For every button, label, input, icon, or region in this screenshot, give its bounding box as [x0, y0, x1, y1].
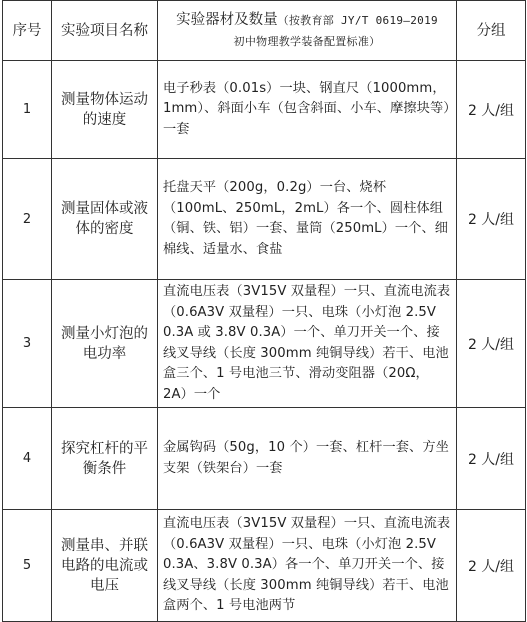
table-row	[3, 159, 526, 280]
row-index: 3	[3, 280, 52, 408]
row-group: 2 人/组	[457, 408, 526, 510]
row-index: 4	[3, 408, 52, 510]
header-group: 分组	[457, 1, 526, 61]
header-equipment-note2: 初中物理教学装备配置标准）	[233, 34, 381, 48]
row-equipment: 电子秒表（0.01s）一块、钢直尺（1000mm，1mm）、斜面小车（包含斜面、小车、摩擦块等）一套	[158, 61, 457, 159]
row-index: 5	[3, 510, 52, 622]
row-project-name: 测量物体运动的速度	[52, 61, 158, 159]
table-row	[3, 510, 526, 622]
table-header-row	[3, 1, 526, 61]
row-project-name: 测量固体或液体的密度	[52, 159, 158, 280]
header-equipment-note: （按教育部 JY/T 0619—2019	[277, 13, 438, 27]
row-project-name: 探究杠杆的平衡条件	[52, 408, 158, 510]
row-group: 2 人/组	[457, 280, 526, 408]
row-project-name: 测量小灯泡的电功率	[52, 280, 158, 408]
row-equipment: 直流电压表（3V15V 双量程）一只、直流电流表（0.6A3V 双量程）一只、电珠（小灯泡 2.5V 0.3A、3.8V 0.3A）各一个、单刀开关一个、接线叉导线（长度 300mm 纯铜导线）若干、电池盒两个、1 号电池两节	[158, 510, 457, 622]
row-equipment: 直流电压表（3V15V 双量程）一只、直流电流表（0.6A3V 双量程）一只、电珠（小灯泡 2.5V 0.3A 或 3.8V 0.3A）一个、单刀开关一个、接线叉导线（长度 300mm 纯铜导线）若干、电池盒三个、1 号电池三节、滑动变阻器（20Ω，2A）一个	[158, 280, 457, 408]
header-index: 序号	[3, 1, 52, 61]
experiment-table	[2, 0, 526, 622]
table-row	[3, 61, 526, 159]
row-equipment: 托盘天平（200g，0.2g）一台、烧杯（100mL、250mL，2mL）各一个、圆柱体组（铜、铁、铝）一套、量筒（250mL）一个、细棉线、适量水、食盐	[158, 159, 457, 280]
table-row	[3, 280, 526, 408]
table-row	[3, 408, 526, 510]
row-equipment: 金属钩码（50g，10 个）一套、杠杆一套、方坐支架（铁架台）一套	[158, 408, 457, 510]
row-group: 2 人/组	[457, 61, 526, 159]
row-index: 1	[3, 61, 52, 159]
row-group: 2 人/组	[457, 510, 526, 622]
header-equipment	[158, 1, 457, 61]
row-group: 2 人/组	[457, 159, 526, 280]
row-project-name: 测量串、并联电路的电流或电压	[52, 510, 158, 622]
row-index: 2	[3, 159, 52, 280]
header-project: 实验项目名称	[52, 1, 158, 61]
header-equipment-main: 实验器材及数量	[176, 11, 278, 28]
